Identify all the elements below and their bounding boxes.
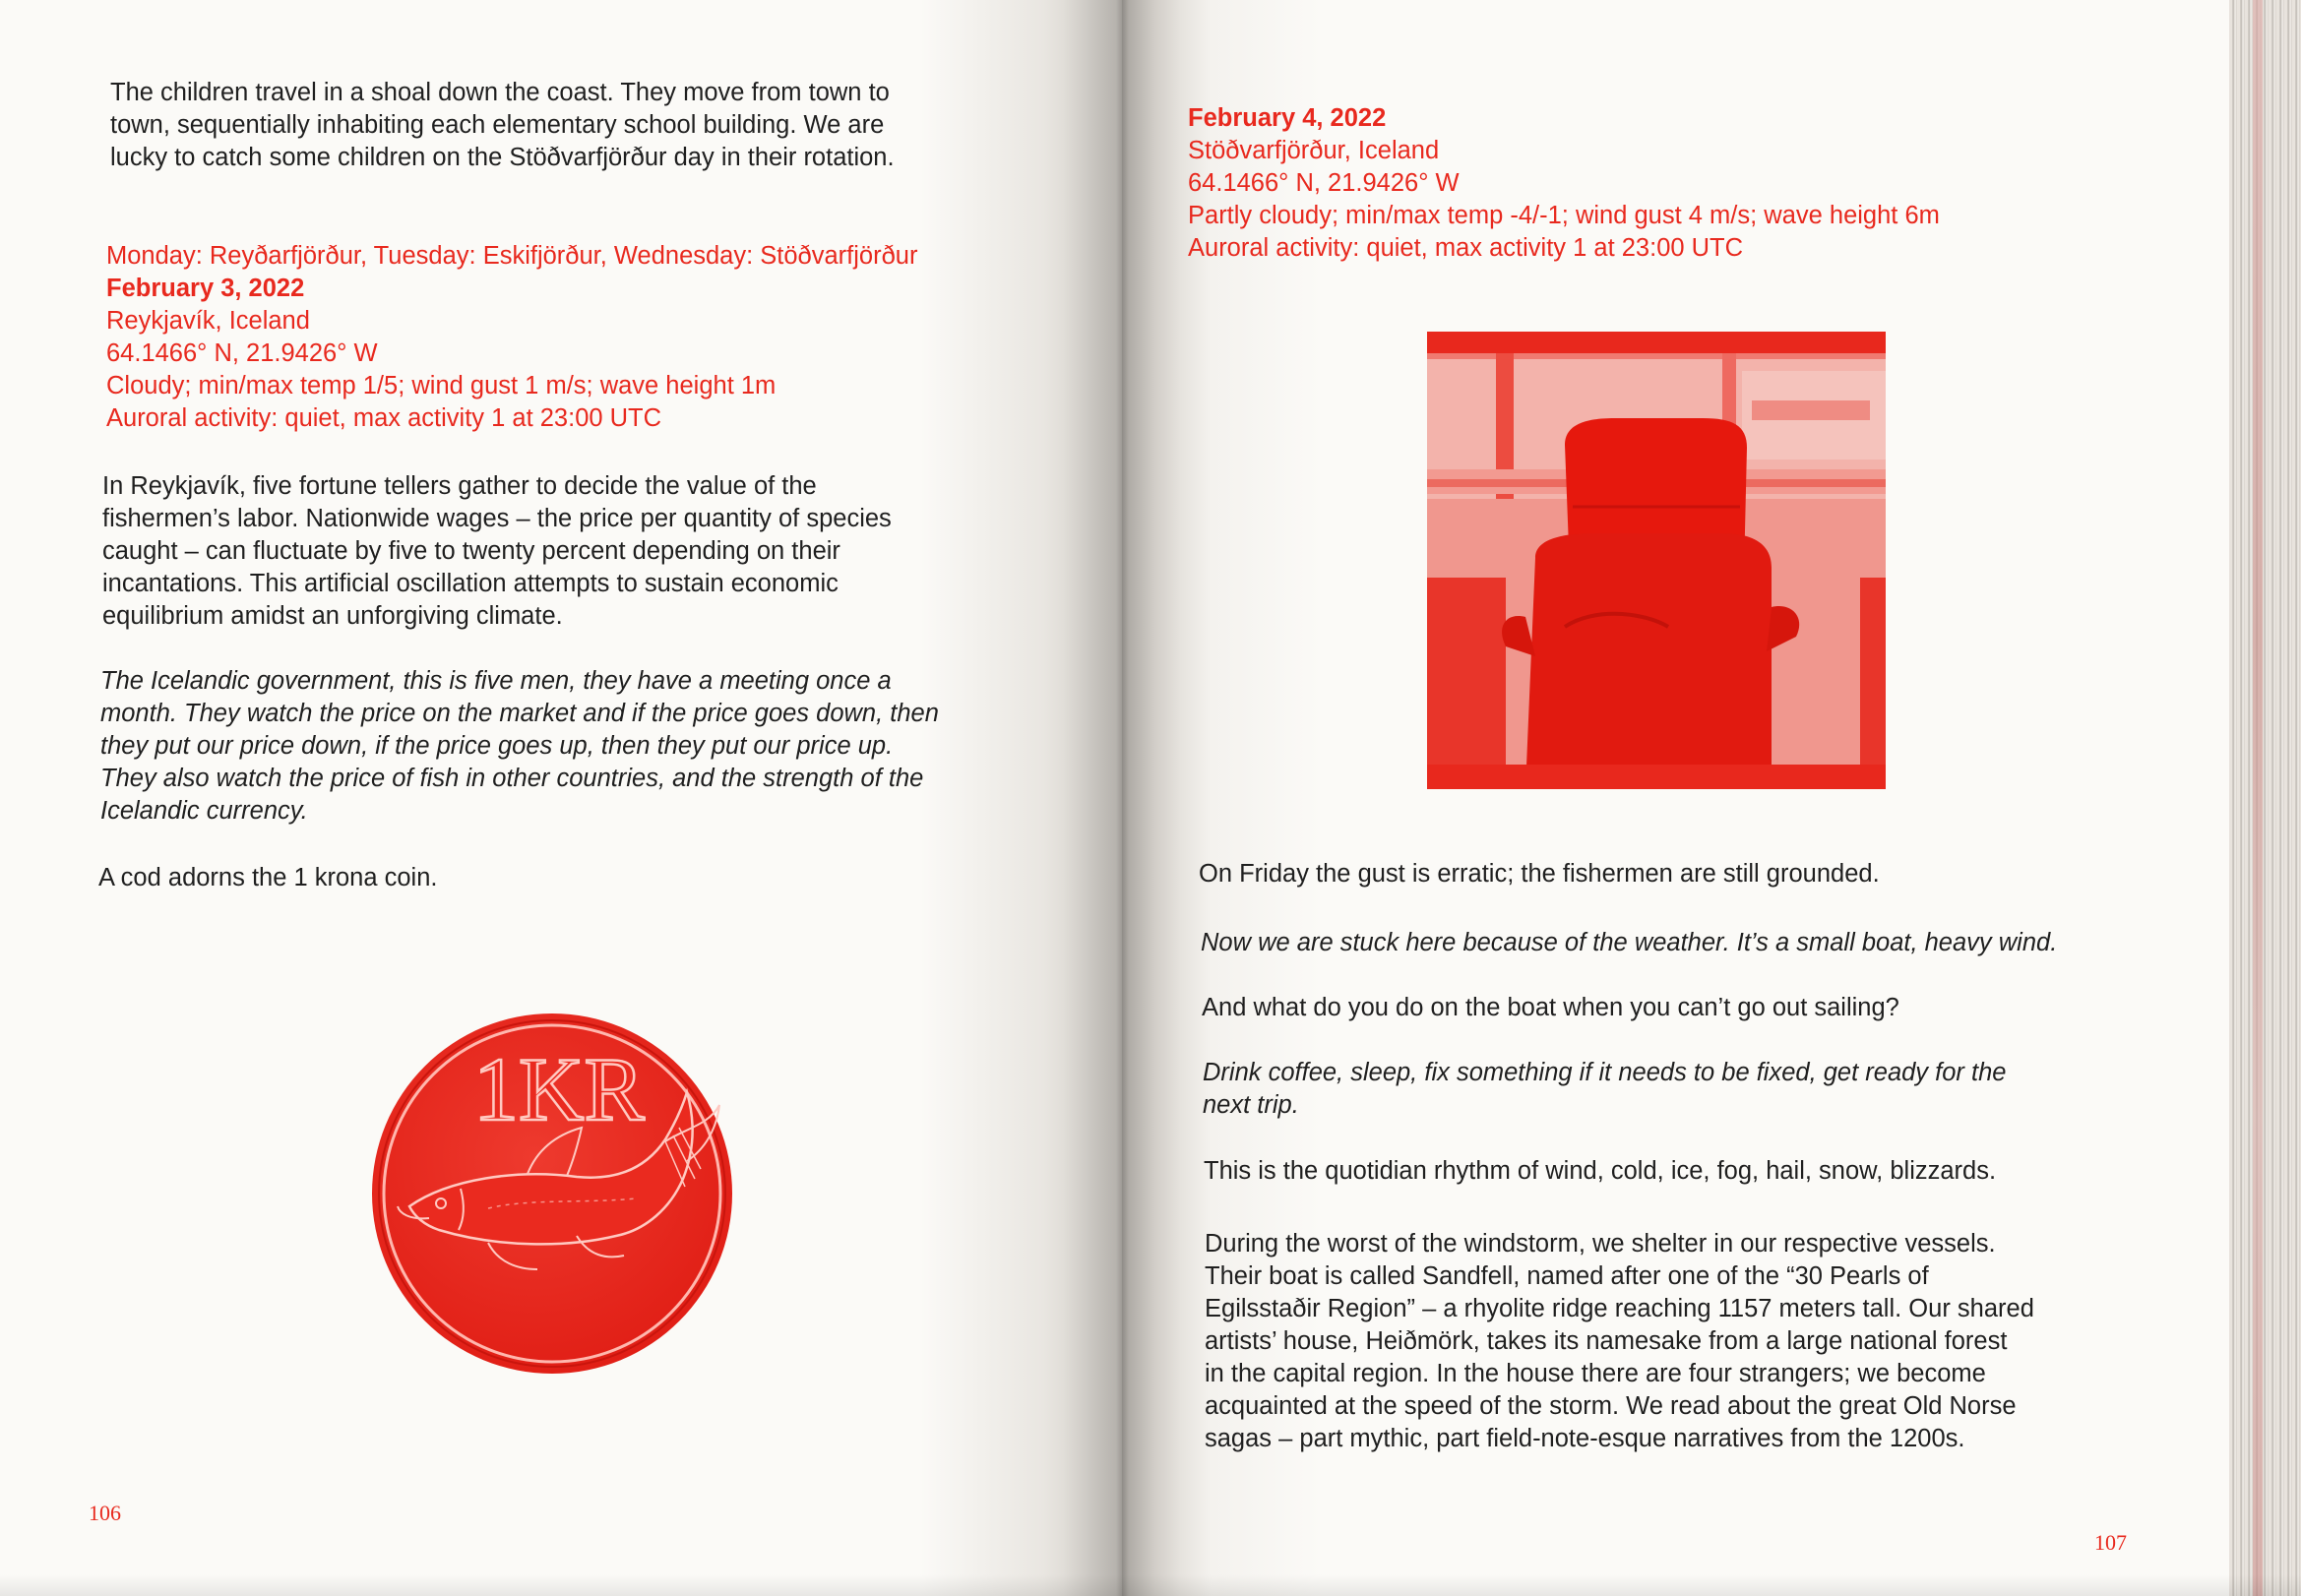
page-number-right: 107 — [2094, 1530, 2127, 1555]
entry-place: Stöðvarfjörður, Iceland — [1188, 137, 1440, 164]
entry-weather: Cloudy; min/max temp 1/5; wind gust 1 m/s; wave height 1m — [106, 372, 777, 399]
interview-question: And what do you do on the boat when you can’t go out sailing? — [1202, 994, 1899, 1021]
entry-aurora: Auroral activity: quiet, max activity 1 at 23:00 UTC — [106, 404, 662, 432]
entry-date: February 4, 2022 — [1188, 104, 1387, 132]
entry-coords: 64.1466° N, 21.9426° W — [106, 339, 378, 367]
book-gutter — [1063, 0, 1181, 1596]
fortune-tellers-paragraph: In Reykjavík, five fortune tellers gather to decide the value of the fishermen’s labor. Nationwide wages – the price per quantity of species caught – can fluctuate by five to twenty percent depending on their incantations. This artificial oscillation attempts to sustain economic equilibrium amidst an unforgiving climate. — [102, 472, 892, 630]
school-rotation: Monday: Reyðarfjörður, Tuesday: Eskifjörður, Wednesday: Stöðvarfjörður — [106, 242, 918, 270]
weather-quote: Now we are stuck here because of the weather. It’s a small boat, heavy wind. — [1201, 929, 2058, 956]
entry-date: February 3, 2022 — [106, 275, 305, 302]
entry-place: Reykjavík, Iceland — [106, 307, 310, 335]
krona-coin-image — [370, 1012, 734, 1376]
intro-paragraph: The children travel in a shoal down the coast. They move from town to town, sequentially inhabiting each elementary school building. We are lucky to catch some children on the Stöðvarfjörður day in their rotation. — [110, 79, 895, 171]
entry-weather: Partly cloudy; min/max temp -4/-1; wind gust 4 m/s; wave height 6m — [1188, 202, 1940, 229]
gust-line: On Friday the gust is erratic; the fishermen are still grounded. — [1199, 860, 1880, 888]
coin-caption: A cod adorns the 1 krona coin. — [98, 864, 438, 891]
entry-feb-4 — [1188, 102, 1940, 265]
windstorm-paragraph: During the worst of the windstorm, we shelter in our respective vessels. Their boat is called Sandfell, named after one of the “30 Pearls of Egilsstaðir Region” – a rhyolite ridge reaching 1157 meters tall. Our shared artists’ house, Heiðmörk, takes its namesake from a large national forest in the capital region. In the house there are four strangers; we become acquainted at the speed of the storm. We read about the great Old Norse sagas – part mythic, part field-note-esque narratives from the 1200s. — [1205, 1230, 2034, 1452]
entry-feb-3 — [106, 240, 917, 435]
boat-routine-quote: Drink coffee, sleep, fix something if it needs to be fixed, get ready for the next trip. — [1203, 1059, 2007, 1119]
entry-aurora: Auroral activity: quiet, max activity 1 at 23:00 UTC — [1188, 234, 1744, 262]
entry-coords: 64.1466° N, 21.9426° W — [1188, 169, 1460, 197]
boat-cabin-photo — [1427, 332, 1886, 789]
government-quote: The Icelandic government, this is five men, they have a meeting once a month. They watch the price on the market and if the price goes down, then they put our price down, if the price goes up, then they put our price up. They also watch the price of fish in other countries, and the strength of the Icelandic currency. — [100, 667, 939, 825]
coin-denomination: 1KR — [473, 1039, 645, 1139]
page-edges — [2229, 0, 2301, 1596]
page-number-left: 106 — [89, 1501, 121, 1525]
rhythm-line: This is the quotidian rhythm of wind, cold, ice, fog, hail, snow, blizzards. — [1204, 1157, 1997, 1185]
